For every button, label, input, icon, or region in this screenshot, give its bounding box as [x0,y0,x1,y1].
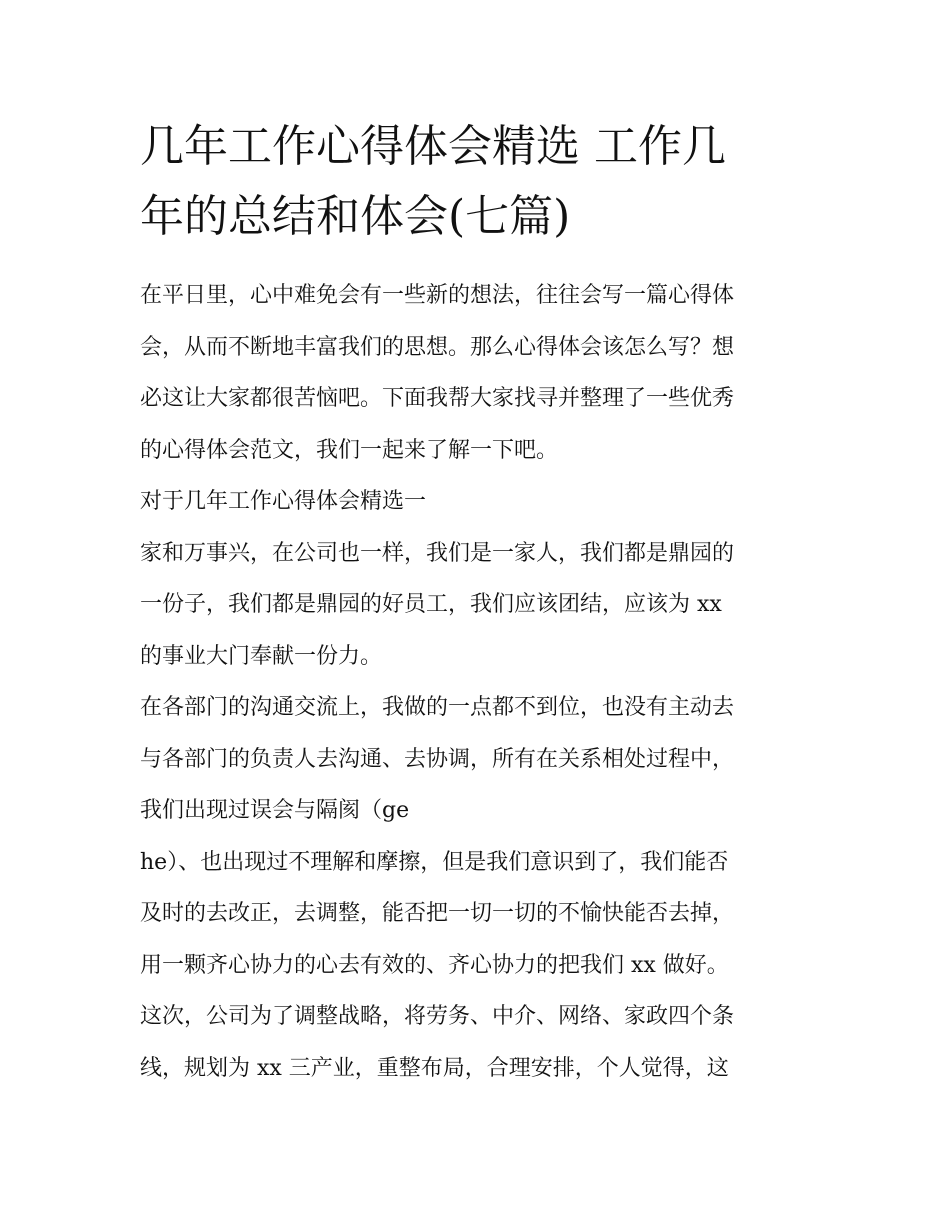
title-line: 几年工作心得体会精选 工作几 [140,121,726,172]
body-paragraph [140,837,812,992]
document-content [140,112,812,1094]
document-title [140,112,812,252]
text-line: he）、也出现过不理解和摩擦，但是我们意识到了，我们能否 [140,849,729,875]
title-line: 年的总结和体会(七篇) [140,191,571,242]
text-line: 及时的去改正，去调整，能否把一切一切的不愉快能否去掉， [140,901,735,926]
text-line: 家和万事兴，在公司也一样，我们是一家人，我们都是鼎园的 [140,540,735,566]
intro-paragraph [140,270,812,476]
text-line: 线，规划为 xx 三产业，重整布局，合理安排，个人觉得，这 [140,1055,729,1081]
text-line: 在平日里，心中难免会有一些新的想法，往往会写一篇心得体 [140,283,735,308]
text-line: 用一颗齐心协力的心去有效的、齐心协力的把我们 xx 做好。 [140,952,729,978]
text-line: 的心得体会范文，我们一起来了解一下吧。 [140,437,559,463]
body-paragraph [140,682,812,837]
text-line: 会，从而不断地丰富我们的思想。那么心得体会该怎么写？想 [140,334,735,360]
text-line: 这次，公司为了调整战略，将劳务、中介、网络、家政四个条 [140,1004,735,1029]
text-line: 在各部门的沟通交流上，我做的一点都不到位，也没有主动去 [140,695,735,720]
text-line: 对于几年工作心得体会精选一 [140,489,427,514]
text-line: 必这让大家都很苦恼吧。下面我帮大家找寻并整理了一些优秀 [140,386,735,411]
document-body [140,270,812,1094]
text-line: 的事业大门奉献一份力。 [140,643,383,669]
body-paragraph [140,991,812,1094]
body-paragraph [140,528,812,683]
text-line: 一份子，我们都是鼎园的好员工，我们应该团结，应该为 xx [140,592,722,617]
section-heading [140,476,812,528]
text-line: 我们出现过误会与隔阂（ge [140,798,410,823]
text-line: 与各部门的负责人去沟通、去协调，所有在关系相处过程中， [140,746,735,772]
